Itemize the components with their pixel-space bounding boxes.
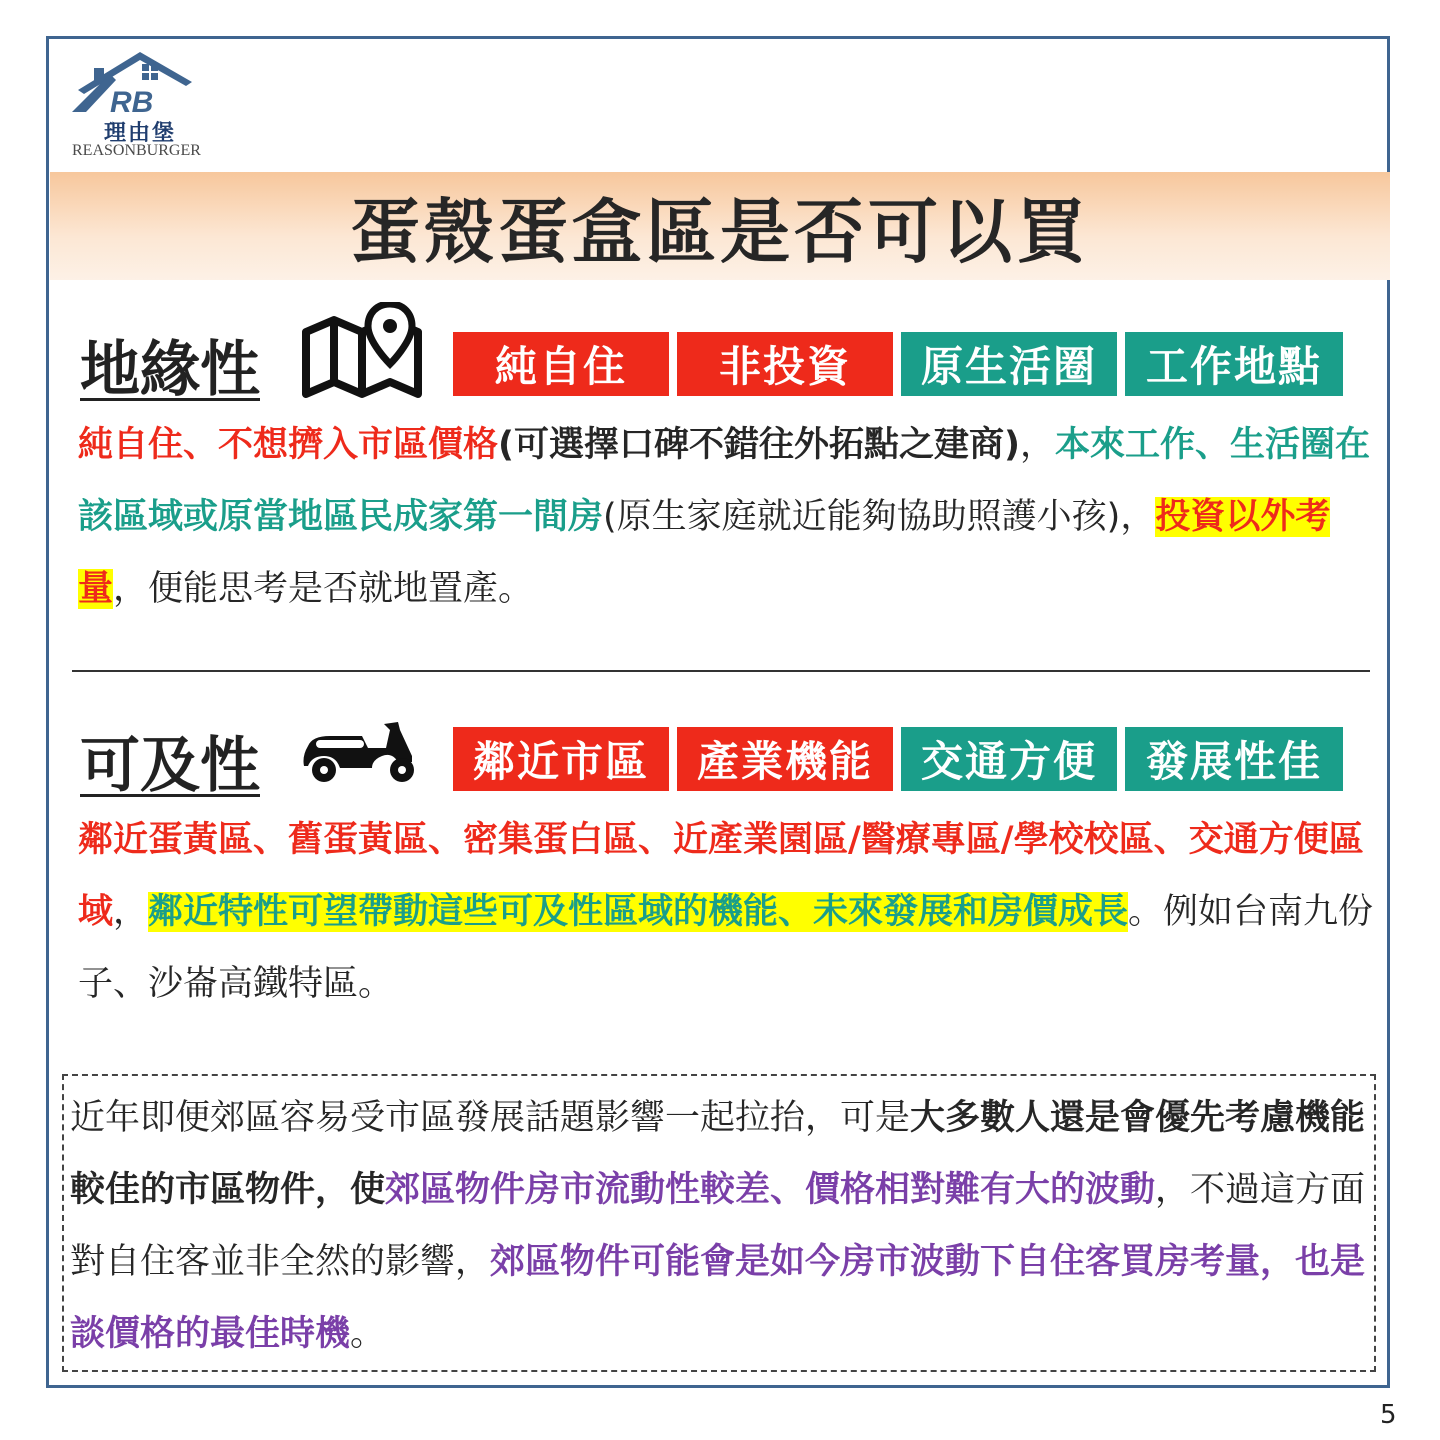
map-pin-icon — [300, 302, 426, 400]
section1-text-7: ，便能思考是否就地置產。 — [113, 569, 534, 609]
logo-english-text: REASONBURGER — [72, 142, 201, 159]
tag-work-location: 工作地點 — [1125, 332, 1343, 396]
section1-text-4: 本來工作、生活圈在該區域或原當地區民成家第一間房 — [78, 425, 1371, 537]
svg-text:RB: RB — [110, 86, 154, 119]
note-text-1: 近年即便郊區容易受市區發展話題影響一起拉抬，可是 — [70, 1098, 911, 1138]
title-band — [50, 172, 1390, 280]
page-title: 蛋殼蛋盒區是否可以買 — [350, 190, 1090, 273]
section2-highlight: 鄰近特性可望帶動這些可及性區域的機能、未來發展和房價成長 — [148, 892, 1129, 932]
page-number: 5 — [1380, 1400, 1397, 1430]
section1-heading: 地緣性 — [80, 335, 260, 405]
note-text — [70, 1082, 1370, 1370]
tag-near-city: 鄰近市區 — [453, 727, 669, 791]
logo — [70, 50, 220, 162]
tag-non-investment: 非投資 — [677, 332, 893, 396]
tag-industry-function: 產業機能 — [677, 727, 893, 791]
section1-highlight: 投資以外考量 — [78, 497, 1331, 609]
section-divider — [72, 670, 1370, 672]
section2-paragraph — [78, 804, 1378, 1020]
section1-text-5: (原生家庭就近能夠協助照護小孩)， — [603, 497, 1156, 537]
section2-text-2: ， — [113, 892, 149, 932]
logo-chinese-text: 理由堡 — [104, 120, 177, 146]
note-text-2: 大多數人還是會優先考慮機能較佳的市區物件，使 — [70, 1098, 1366, 1210]
section2-heading: 可及性 — [80, 731, 260, 801]
tag-good-development: 發展性佳 — [1125, 727, 1343, 791]
note-text-6: 。 — [350, 1314, 386, 1354]
section1-text-1: 純自住、不想擠入市區價格 — [78, 425, 499, 465]
tag-pure-self-use: 純自住 — [453, 332, 669, 396]
note-text-4: ，不過這方面對自住客並非全然的影響， — [70, 1170, 1366, 1282]
note-text-5: 郊區物件可能會是如今房市波動下自住客買房考量，也是談價格的最佳時機 — [70, 1242, 1366, 1354]
scooter-icon — [300, 716, 426, 786]
tag-convenient-transport: 交通方便 — [901, 727, 1117, 791]
section1-text-2: (可選擇口碑不錯往外拓點之建商) — [498, 425, 1021, 465]
section1-paragraph — [78, 409, 1378, 625]
section2-text-1: 鄰近蛋黃區、舊蛋黃區、密集蛋白區、近產業園區/醫療專區/學校校區、交通方便區域 — [78, 820, 1364, 932]
house-logo-icon — [70, 50, 200, 120]
tag-native-living-circle: 原生活圈 — [901, 332, 1117, 396]
note-text-3: 郊區物件房市流動性較差、價格相對難有大的波動 — [385, 1170, 1156, 1210]
section2-text-4: 。例如台南九份子、沙崙高鐵特區。 — [78, 892, 1374, 1004]
section1-text-3: ， — [1020, 425, 1056, 465]
